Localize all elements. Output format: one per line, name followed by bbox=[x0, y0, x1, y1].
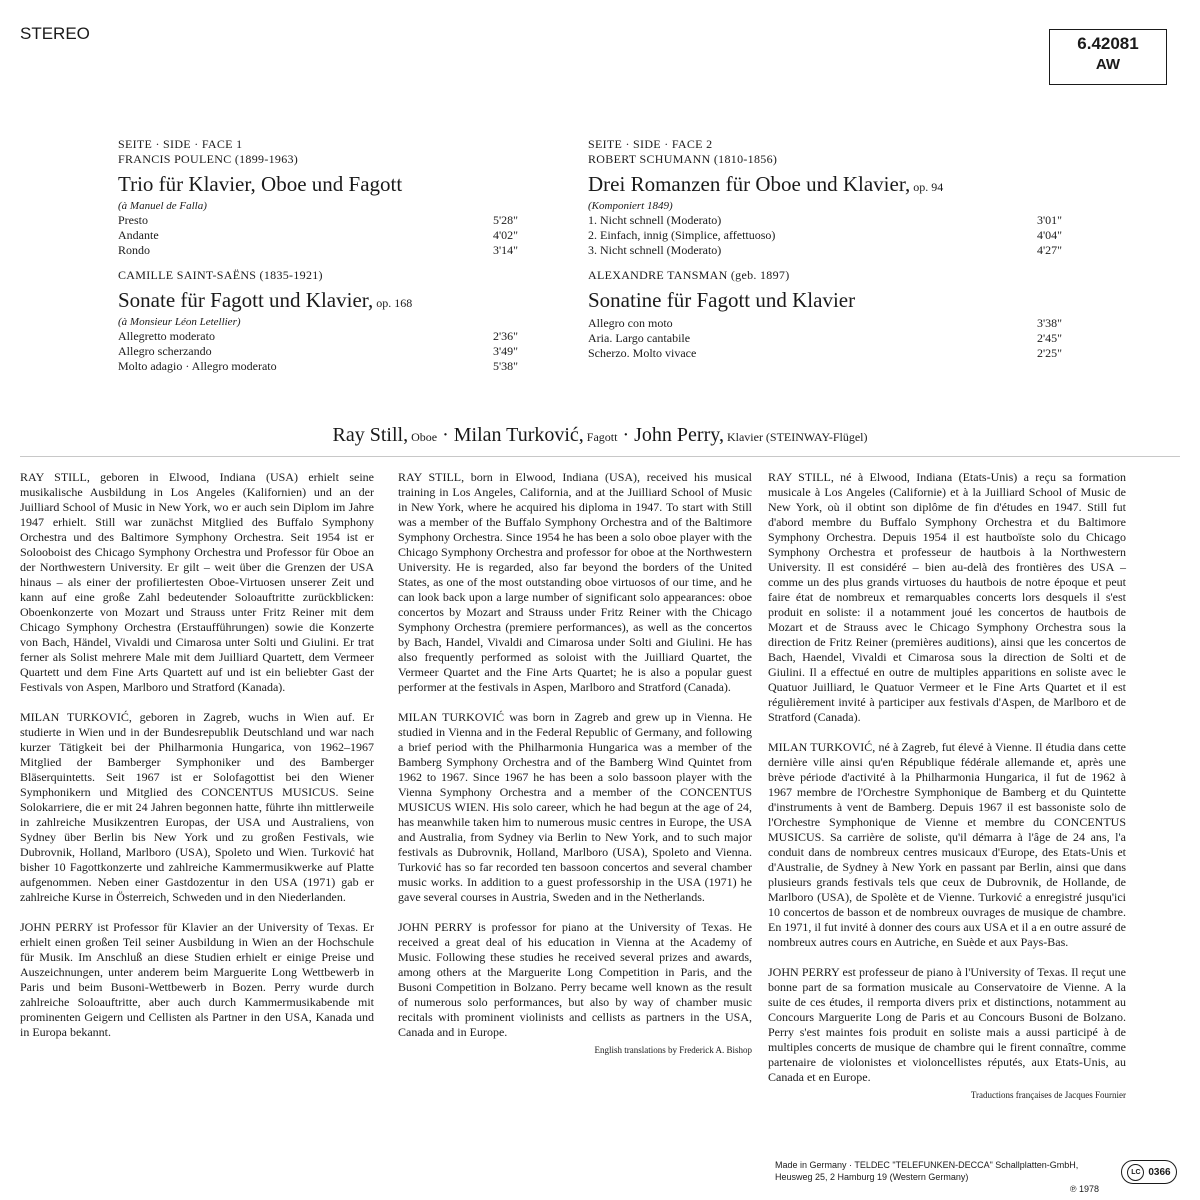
work-title: Drei Romanzen für Oboe und Klavier, op. 94 bbox=[588, 172, 944, 196]
lc-icon: LC bbox=[1127, 1164, 1144, 1181]
side-1-tracklist bbox=[118, 137, 518, 374]
notes-column-english bbox=[398, 470, 752, 1058]
track-row: Scherzo. Molto vivace 2'25" bbox=[588, 346, 1062, 360]
performers-line bbox=[0, 424, 1200, 447]
footer-line-2: Heusweg 25, 2 Hamburg 19 (Western Germany) bbox=[775, 1172, 969, 1182]
bio-paragraph: RAY STILL, geboren in Elwood, Indiana (USA) erhielt seine musikalische Ausbildung in Los Angeles (Kalifornien) und an der Juilliard School of Music in New York, wo er auch sein Diplom im Jahre 1947 erhielt. Still war zunächst Mitglied des Buffalo Symphony Orchestra und des Baltimore Symphony Orchestra. Seit 1954 ist er Solooboist des Chicago Symphony Orchestra und Professor für Oboe an der Northwestern University. Er gilt – weit über die Grenzen der USA hinaus – als einer der profiliertesten Oboe-Virtuosen unserer Zeit und kann auf eine große Zahl bedeutender Soloauftritte zurückblicken: Oboenkonzerte von Mozart und Strauss unter Fritz Reiner mit dem Chicago Symphony Orchestra (Erstaufführungen) sowie die Konzerte von Bach, Händel, Vivaldi und Cimarosa unter Solti und Giulini. Er trat ferner als Solist mehrere Male mit dem Juilliard Quartett, dem Vermeer Quartett und dem Fine Arts Quartett auf und ist ein beliebter Gast der Festivals von Aspen, Marlboro und Stratford (Kanada). bbox=[20, 470, 374, 694]
work-dedication: (à Monsieur Léon Letellier) bbox=[118, 316, 241, 328]
performer-instrument: Fagott bbox=[583, 430, 618, 444]
stereo-label: STEREO bbox=[20, 24, 90, 43]
work-dedication: (Komponiert 1849) bbox=[588, 200, 673, 212]
performer-name: Milan Turković, bbox=[453, 424, 584, 446]
track-row: 2. Einfach, innig (Simplice, affettuoso) 4'04" bbox=[588, 228, 1062, 242]
composer-name: FRANCIS POULENC (1899-1963) bbox=[118, 152, 299, 166]
composer-name: ROBERT SCHUMANN (1810-1856) bbox=[588, 152, 778, 166]
work-title: Sonate für Fagott und Klavier, op. 168 bbox=[118, 288, 413, 312]
side-2-label: SEITE · SIDE · FACE 2 bbox=[588, 137, 713, 151]
bio-paragraph: JOHN PERRY ist Professor für Klavier an der University of Texas. Er erhielt einen großen Teil seiner Ausbildung in Wien an der Hochschule für Musik. Im Anschluß an diese Studien erhielt er einige Preise und Auszeichnungen, unter anderem beim Marguerite Long Wettbewerb in Paris und beim Busoni-Wettbewerb in Bozen. Perry wurde durch zahlreiche Soloauftritte, aber auch durch Kammermusikabende mit prominenten Geigern und Cellisten als Partner in den USA, Kanada und in Europa bekannt. bbox=[20, 920, 374, 1039]
label-code-badge bbox=[1121, 1160, 1177, 1184]
translation-credit: English translations by Frederick A. Bishop bbox=[594, 1045, 752, 1055]
notes-column-german bbox=[20, 470, 374, 1055]
track-row: Molto adagio · Allegro moderato 5'38" bbox=[118, 359, 518, 373]
bio-paragraph: JOHN PERRY est professeur de piano à l'University of Texas. Il reçut une bonne part de sa formation musicale au Conservatoire de Vienne. A la suite de ces études, il remporta divers prix et distinctions, notamment au Concours Marguerite Long de Paris et au Concours Busoni de Bolzano. Perry s'est maintes fois produit en soliste mais a aussi participé à de multiples concerts de musique de chambre qui le firent connaître, comme partenaire de violonistes et violoncellistes réputés, aux Etats-Unis, au Canada et en Europe. bbox=[768, 965, 1126, 1084]
track-row: Allegro scherzando 3'49" bbox=[118, 344, 518, 358]
work-title: Sonatine für Fagott und Klavier bbox=[588, 288, 856, 312]
side-1-label: SEITE · SIDE · FACE 1 bbox=[118, 137, 243, 151]
track-row: Andante 4'02" bbox=[118, 228, 518, 242]
side-2-tracklist bbox=[588, 137, 1062, 361]
track-row: Allegro con moto 3'38" bbox=[588, 316, 1062, 330]
divider bbox=[20, 456, 1180, 457]
track-row: Presto 5'28" bbox=[118, 213, 518, 227]
bio-paragraph: JOHN PERRY is professor for piano at the University of Texas. He received a great deal of his education in Vienna at the Academy of Music. Following these studies he received several prizes and awards, among others at the Marguerite Long Competition in Paris, and the Busoni Competition in Bolzano. Perry became well known as the result of numerous solo performances, but also by way of chamber music recitals with prominent violinists and cellists as partners in the USA, Canada and in Europe. bbox=[398, 920, 752, 1039]
bio-paragraph: MILAN TURKOVIĆ, né à Zagreb, fut élevé à Vienne. Il étudia dans cette dernière ville ainsi qu'en République fédérale allemande et, après une brève période d'activité à la Philharmonia Hungarica, il fut de 1962 à 1967 membre de l'Orchestre Symphonique de Bamberg et du Quintette d'instruments à vent de Bamberg. Depuis 1967 il est bassoniste solo de l'Orchestre Symphonique de Vienne et membre du CONCENTUS MUSICUS. Sa carrière de soliste, qu'il démarra à l'âge de 24 ans, l'a conduit dans de nombreux centres musicaux d'Europe, des Etats-Unis et d'Australie, de Sydney à New York en passant par Berlin, ainsi que dans plusieurs grands festivals tels que ceux de Dubrovnik, de Hollande, de Marlboro (USA), de Spolète et de Vienne. Turković a enregistré jusqu'ici 10 concertos de basson et de nombreux ouvrages de musique de chambre. En 1971, il fut invité à donner des cours aux USA et il a en outre assuré de nombreux autres cours en Autriche, en Suède et aux Pays-Bas. bbox=[768, 740, 1126, 949]
track-row: Rondo 3'14" bbox=[118, 243, 518, 257]
separator: · bbox=[617, 424, 635, 446]
catalog-number-box bbox=[1049, 29, 1167, 85]
label-code-number: 0366 bbox=[1148, 1166, 1171, 1178]
performer-instrument: Oboe bbox=[408, 430, 438, 444]
catalog-number: 6.42081 bbox=[1077, 34, 1139, 53]
notes-column-french bbox=[768, 470, 1126, 1103]
footer-line-1: Made in Germany · TELDEC "TELEFUNKEN-DECCA" Schallplatten-GmbH, bbox=[775, 1160, 1079, 1170]
separator: · bbox=[437, 424, 454, 446]
work-dedication: (à Manuel de Falla) bbox=[118, 200, 207, 212]
track-row: Aria. Largo cantabile 2'45" bbox=[588, 331, 1062, 345]
bio-paragraph: RAY STILL, né à Elwood, Indiana (Etats-Unis) a reçu sa formation musicale à Los Angeles (Californie) et à la Juilliard School of Music de New York, où il obtint son diplôme de fin d'études en 1947. Still fut d'abord membre du Buffalo Symphony Orchestra et du Baltimore Symphony Orchestra. Depuis 1954 il est hautboïste solo du Chicago Symphony Orchestra et professeur de hautbois à la Northwestern University. Il est considéré – bien au-delà des frontières des USA – comme un des plus grands virtuoses du hautbois de notre époque et peut faire état de nombreux et remarquables concerts lors desquels il s'est produit en soliste: il a notamment joué les concertos de hautbois de Mozart et de Strauss avec le Chicago Symphony Orchestra sous la direction de Fritz Reiner (premières auditions), ainsi que les concertos de Bach, Haendel, Vivaldi et Cimarosa sous la direction de Solti et de Giulini. Il a effectué en outre de multiples apparitions en soliste avec le Quatuor Juilliard, le Quatuor Vermeer et le Fine Arts Quartet et il est régulièrement invité à participer aux festivals d'Aspen, de Marlboro et de Stratford (Canada). bbox=[768, 470, 1126, 724]
performer-name: Ray Still, bbox=[332, 424, 409, 446]
phonographic-copyright: ℗ 1978 bbox=[1069, 1184, 1099, 1194]
performer-name: John Perry, bbox=[634, 424, 724, 446]
bio-paragraph: MILAN TURKOVIĆ was born in Zagreb and grew up in Vienna. He studied in Vienna and in the Federal Republic of Germany, and following a brief period with the Philharmonia Hungarica was a member of the Bamberg Symphony Orchestra and of the Bamberg Wind Quintet from 1962 to 1967. Since 1967 he has been a solo bassoon player with the Vienna Symphony Orchestra and a member of the CONCENTUS MUSICUS WIEN. His solo career, which he had begun at the age of 24, has meanwhile taken him to numerous music centres in Europe, the USA and Australia, from Sydney via Berlin to New York, and to such major festivals as Dubrovnik, Holland, Marlboro (USA), Spoleto and Vienna. Turković has so far recorded ten bassoon concertos and several chamber music works. In addition to a guest professorship in the USA (1971) he gave several courses in Austria, Sweden and in the Netherlands. bbox=[398, 710, 752, 904]
catalog-code: AW bbox=[1095, 56, 1121, 73]
translation-credit: Traductions françaises de Jacques Fournier bbox=[970, 1090, 1126, 1100]
work-title: Trio für Klavier, Oboe und Fagott bbox=[118, 172, 403, 196]
label-footer bbox=[775, 1159, 1115, 1195]
track-row: 1. Nicht schnell (Moderato) 3'01" bbox=[588, 213, 1062, 227]
track-row: Allegretto moderato 2'36" bbox=[118, 329, 518, 343]
bio-paragraph: MILAN TURKOVIĆ, geboren in Zagreb, wuchs in Wien auf. Er studierte in Wien und in der Bundesrepublik Deutschland und war nach kurzer Tätigkeit bei der Philharmonia Hungarica, von 1962–1967 Mitglied der Bamberger Symphoniker und des Bamberger Bläserquintetts. Seit 1967 ist er Solofagottist bei den Wiener Symphonikern und Mitglied des CONCENTUS MUSICUS. Seine Solokarriere, die er mit 24 Jahren begonnen hatte, führte ihn mittlerweile in zahlreiche Musikzentren Europas, der USA und Australiens, von Sydney über Berlin bis New York und zu großen Festivals, wie Dubrovnik, Holland, Marlboro (USA), Spoleto und Wien. Turković hat bisher 10 Fagottkonzerte und zahlreiche Kammermusikwerke auf Platte aufgenommen. Neben einer Gastdozentur in den USA (1971) gab er zahlreiche Kurse in Österreich, Schweden und in den Niederlanden. bbox=[20, 710, 374, 904]
track-row: 3. Nicht schnell (Moderato) 4'27" bbox=[588, 243, 1062, 257]
performer-instrument: Klavier (STEINWAY-Flügel) bbox=[723, 430, 868, 444]
composer-name: ALEXANDRE TANSMAN (geb. 1897) bbox=[588, 268, 790, 282]
bio-paragraph: RAY STILL, born in Elwood, Indiana (USA), received his musical training in Los Angeles, California, and at the Juilliard School of Music in New York, where he acquired his diploma in 1947. To start with Still was a member of the Buffalo Symphony Orchestra and of the Baltimore Symphony Orchestra. Since 1954 he has been a solo oboe player with the Chicago Symphony Orchestra and professor for oboe at the Northwestern University. He is regarded, also far beyond the borders of the United States, as one of the most outstanding oboe virtuosos of our time, and he can look back upon a large number of significant solo appearances: oboe concertos by Mozart and Strauss under Fritz Reiner with the Chicago Symphony Orchestra (premiere performances), as well as the concertos by Bach, Handel, Vivaldi and Cimarosa under Solti and Giulini. He has also frequently performed as soloist with the Juilliard Quartet, the Vermeer Quartet and the Fine Arts Quartet; he is also a popular guest performer at the festivals in Aspen, Marlboro and Stratford (Canada). bbox=[398, 470, 752, 694]
composer-name: CAMILLE SAINT-SAËNS (1835-1921) bbox=[118, 268, 323, 282]
